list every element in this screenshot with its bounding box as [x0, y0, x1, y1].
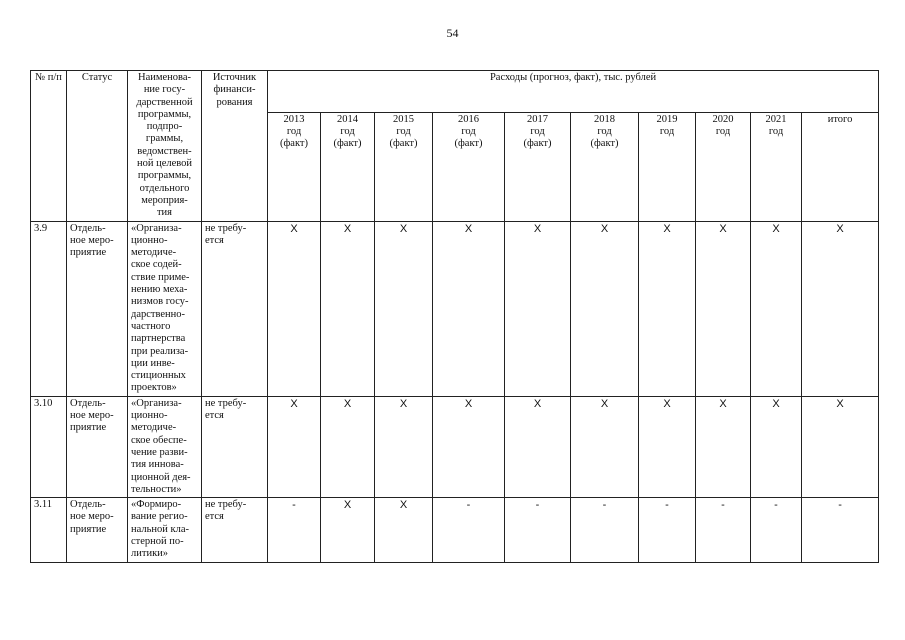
value-cell: X [268, 221, 321, 396]
value-cell: X [751, 221, 802, 396]
name-line: ционно- [131, 234, 168, 246]
year-line: год [659, 126, 675, 138]
value-cell: - [751, 498, 802, 562]
year-line: 2015 [393, 113, 414, 125]
name-line: при реализа- [131, 345, 189, 357]
header-status: Статус [67, 71, 128, 222]
name-line: частного [131, 320, 171, 332]
year-line: 2019 [656, 113, 678, 125]
status-line: Отдель- [70, 222, 106, 234]
header-name-line: Наименова- [137, 72, 191, 83]
row-status [67, 498, 128, 562]
year-line: 2014 [337, 113, 358, 125]
name-line: «Организа- [131, 222, 182, 234]
value-cell: X [751, 396, 802, 497]
value-cell: - [268, 498, 321, 562]
value-cell: X [802, 396, 879, 497]
row-name [128, 221, 202, 396]
source-line: не требу- [205, 397, 247, 409]
header-year-2014 [321, 112, 375, 221]
row-number: 3.10 [31, 396, 67, 497]
name-line: «Организа- [131, 397, 182, 409]
value-cell: X [375, 396, 433, 497]
source-line: не требу- [205, 222, 247, 234]
value-cell: X [433, 396, 505, 497]
header-name-line: отдельного [139, 182, 190, 194]
header-year-2018 [571, 112, 639, 221]
header-name-line: программы, [137, 170, 192, 182]
name-line: стиционных [131, 370, 186, 382]
row-source [202, 221, 268, 396]
year-line: (факт) [389, 138, 418, 150]
value-cell: X [571, 221, 639, 396]
header-name-line: дарственной [136, 96, 193, 108]
table-row [31, 221, 879, 396]
year-line: итого [827, 113, 853, 125]
header-year-2017 [505, 112, 571, 221]
value-cell: - [639, 498, 696, 562]
year-line: (факт) [279, 138, 308, 150]
status-line: ное меро- [70, 234, 114, 246]
value-cell: X [321, 221, 375, 396]
name-line: тельности» [131, 483, 182, 495]
row-source [202, 498, 268, 562]
year-line: год [340, 126, 355, 138]
header-name-line: ние госу- [143, 84, 186, 96]
year-line: 2020 [712, 113, 734, 125]
header-expenses: Расходы (прогноз, факт), тыс. рублей [268, 71, 879, 113]
name-line: «Формиро- [131, 499, 182, 511]
value-cell: X [802, 221, 879, 396]
name-line: методиче- [131, 247, 177, 259]
year-line: (факт) [333, 138, 362, 150]
year-line: год [768, 126, 784, 138]
value-cell: - [433, 498, 505, 562]
value-cell: X [696, 221, 751, 396]
header-year-2013 [268, 112, 321, 221]
header-year-2020 [696, 112, 751, 221]
name-line: низмов госу- [131, 296, 189, 308]
header-source-line: Источник [212, 72, 257, 83]
year-line: 2016 [458, 113, 479, 125]
value-cell: X [571, 396, 639, 497]
name-line: нению меха- [131, 284, 188, 296]
header-year-2015 [375, 112, 433, 221]
year-line: 2013 [283, 113, 305, 125]
status-line: приятие [70, 422, 107, 434]
value-cell: X [375, 221, 433, 396]
name-line: дарственно- [131, 308, 186, 320]
value-cell: X [268, 396, 321, 497]
value-cell: - [571, 498, 639, 562]
year-line: 2018 [594, 113, 615, 125]
row-name [128, 498, 202, 562]
name-line: вание регио- [131, 511, 188, 523]
name-line: ции инве- [131, 357, 175, 369]
value-cell: X [639, 396, 696, 497]
source-line: не требу- [205, 499, 247, 511]
header-name-line: программы, [137, 108, 192, 120]
header-name-line: тия [156, 207, 173, 219]
value-cell: X [321, 498, 375, 562]
header-total [802, 112, 879, 221]
header-year-2016 [433, 112, 505, 221]
row-name [128, 396, 202, 497]
year-line: год [597, 126, 612, 138]
value-cell: X [433, 221, 505, 396]
name-line: ское содей- [131, 259, 182, 271]
value-cell: X [505, 396, 571, 497]
header-name-line: ведомствен- [137, 145, 192, 157]
row-number: 3.9 [31, 221, 67, 396]
name-line: ционной дея- [131, 471, 191, 483]
row-source [202, 396, 268, 497]
header-source-line: рования [216, 96, 253, 108]
table-row [31, 498, 879, 562]
year-line: год [396, 126, 411, 138]
name-line: чение разви- [131, 446, 188, 458]
header-year-2021 [751, 112, 802, 221]
row-number: 3.11 [31, 498, 67, 562]
value-cell: - [696, 498, 751, 562]
year-line: 2017 [527, 113, 548, 125]
status-line: Отдель- [70, 499, 106, 511]
source-line: ется [205, 234, 224, 246]
row-status [67, 221, 128, 396]
value-cell: - [505, 498, 571, 562]
year-line: 2021 [765, 113, 787, 125]
year-line: (факт) [590, 138, 619, 150]
year-line: год [461, 126, 476, 138]
name-line: проектов» [131, 382, 177, 394]
value-cell: X [375, 498, 433, 562]
year-line: (факт) [454, 138, 483, 150]
header-name-line: мероприя- [141, 194, 188, 206]
status-line: ное меро- [70, 511, 114, 523]
header-year-2019 [639, 112, 696, 221]
header-name [128, 71, 202, 222]
name-line: ционно- [131, 410, 168, 422]
name-line: ствие приме- [131, 271, 190, 283]
row-status [67, 396, 128, 497]
value-cell: - [802, 498, 879, 562]
year-line: (факт) [523, 138, 552, 150]
name-line: литики» [131, 548, 169, 560]
source-line: ется [205, 410, 224, 422]
header-num: № п/п [31, 71, 67, 222]
expenses-table [30, 70, 879, 563]
year-line: год [715, 126, 731, 138]
value-cell: X [696, 396, 751, 497]
source-line: ется [205, 511, 224, 523]
value-cell: X [505, 221, 571, 396]
header-name-line: ной целевой [136, 158, 193, 170]
name-line: тия иннова- [131, 459, 184, 471]
header-source [202, 71, 268, 222]
name-line: партнерства [131, 333, 186, 345]
status-line: приятие [70, 523, 107, 535]
header-row-top [31, 71, 879, 113]
value-cell: X [639, 221, 696, 396]
name-line: ское обеспе- [131, 434, 187, 446]
status-line: приятие [70, 247, 107, 259]
table-row [31, 396, 879, 497]
value-cell: X [321, 396, 375, 497]
header-source-line: финанси- [213, 84, 256, 96]
header-name-line: граммы, [145, 133, 184, 145]
year-line: год [286, 126, 302, 138]
name-line: методиче- [131, 422, 177, 434]
year-line: год [530, 126, 545, 138]
name-line: стерной по- [131, 535, 184, 547]
status-line: ное меро- [70, 410, 114, 422]
page-number: 54 [446, 26, 459, 40]
status-line: Отдель- [70, 397, 106, 409]
name-line: нальной кла- [131, 523, 190, 535]
header-name-line: подпро- [146, 121, 183, 133]
